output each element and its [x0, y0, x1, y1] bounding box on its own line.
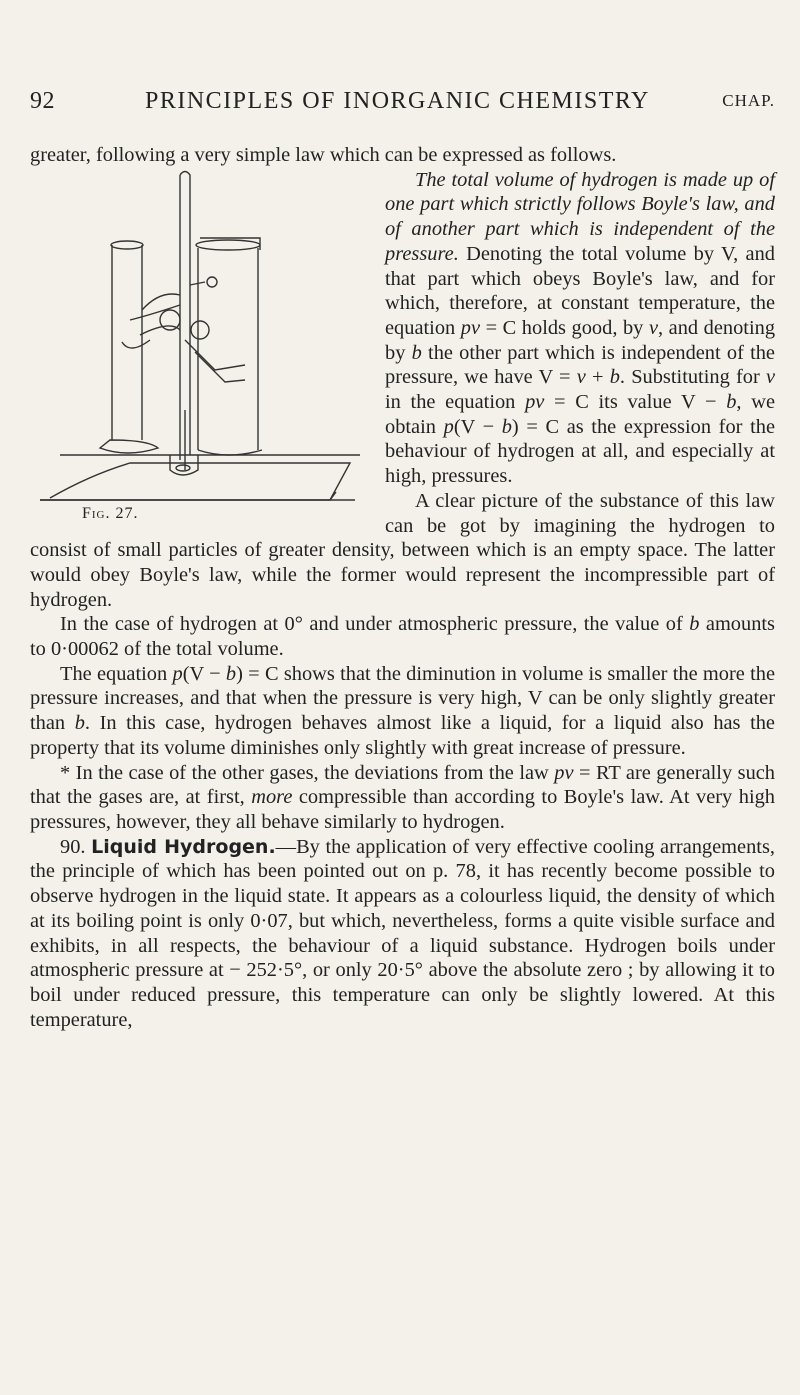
figure-wrap: [30, 168, 775, 613]
paragraph: The total volume of hydrogen is made up of one part which strictly follows Boyle's law, and of another part which is independent of the pressure. Denoting the total volume by V, and that part which obeys Boyle's law, and for which, therefore, at constant temperature, the equation pv = C holds good, by v, and denoting by b the other part which is independent of the pressure, we have V = v + b. Substituting for v in the equation pv = C its value V − b, we obtain p(V − b) = C as the expression for the behaviour of hydrogen at all, and especially at high, pressures.: [385, 168, 776, 488]
paragraph: A clear picture of the substance of this law can be got by imagining the hydrogen to consist of small particles of greater density, between which is an empty space. The latter would obey Boyle's law, while the former would represent the incompressible part of hydrogen.: [30, 489, 775, 611]
body-text: [30, 143, 775, 1032]
section-heading: Liquid Hydrogen.: [91, 835, 276, 858]
figure-27: [30, 170, 377, 522]
footnote-paragraph: * In the case of the other gases, the deviations from the law pv = RT are generally such that the gases are, at first, more compressible than according to Boyle's law. At very high pressures, however, they all behave similarly to hydrogen.: [30, 761, 776, 833]
running-title: PRINCIPLES OF INORGANIC CHEMISTRY: [145, 88, 650, 114]
law-statement: The total volume of hydrogen is made up of one part which strictly follows Boyle's law, and of another part which is independent of the pressure.: [385, 168, 775, 265]
section-number: 90.: [60, 835, 92, 858]
apparatus-diagram: [30, 170, 377, 522]
figure-caption: Fig. 27.: [82, 504, 139, 522]
running-header: [30, 88, 775, 118]
paragraph: The equation p(V − b) = C shows that the diminution in volume is smaller the more the pressure increases, and that when the pressure is very high, V can be only slightly greater than b. In this case, hydrogen behaves almost like a liquid, for a liquid also has the property that its volume diminishes only slightly with great increase of pressure.: [30, 662, 775, 759]
page-number: 92: [30, 88, 55, 114]
paragraph: In the case of hydrogen at 0° and under atmospheric pressure, the value of b amounts to 0·00062 of the total volume.: [30, 613, 775, 661]
chapter-label: CHAP.: [722, 91, 775, 110]
section-90: 90. Liquid Hydrogen.—By the application of very effective cooling arrangements, the principle of which has been pointed out on p. 78, it has recently become possible to observe hydrogen in the liquid state. It appears as a colourless liquid, the density of which at its boiling point is only 0·07, but which, nevertheless, forms a quite visible surface and exhibits, in all respects, the behaviour of a liquid substance. Hydrogen boils under atmospheric pressure at − 252·5°, or only 20·5° above the absolute zero ; by allowing it to boil under reduced pressure, this temperature can only be slightly lowered. At this temperature,: [30, 835, 775, 1031]
paragraph: greater, following a very simple law which can be expressed as follows.: [30, 144, 617, 166]
